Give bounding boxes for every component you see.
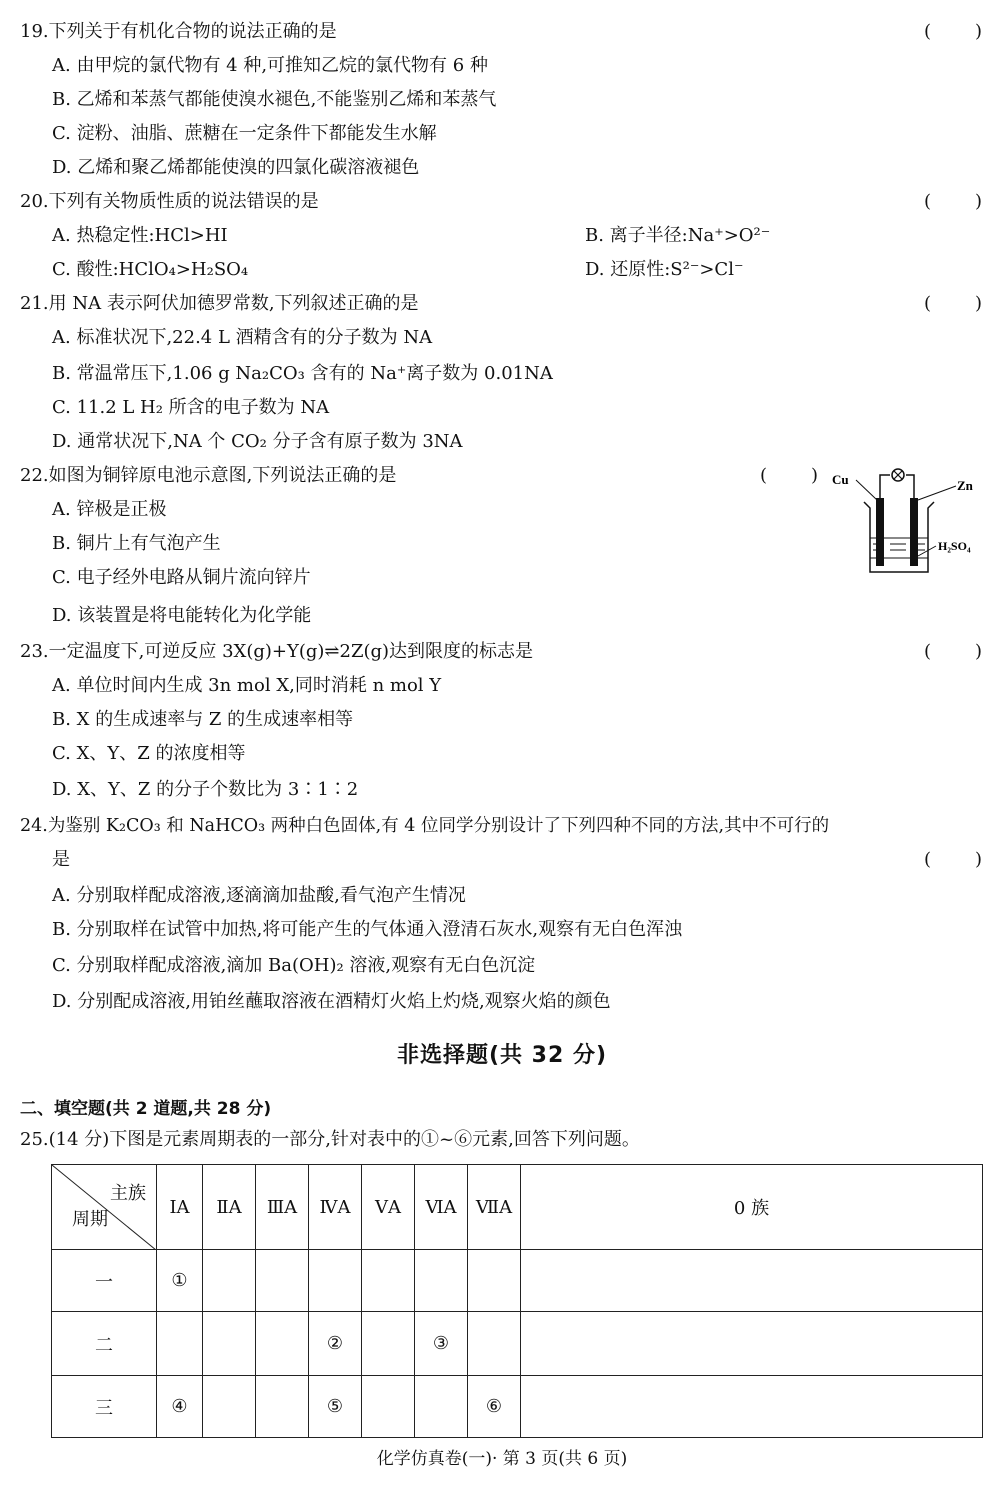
table-cell: ①: [157, 1250, 203, 1312]
table-cell: [362, 1312, 415, 1376]
answer-blank-23[interactable]: ( ): [924, 641, 982, 662]
question-23-stem: 23.一定温度下,可逆反应 3X(g)+Y(g)⇌2Z(g)达到限度的标志是: [20, 641, 534, 662]
table-cell: [203, 1312, 256, 1376]
question-20-stem: 20.下列有关物质性质的说法错误的是: [20, 191, 319, 212]
option-22-c: C. 电子经外电路从铜片流向锌片: [52, 567, 311, 588]
table-cell: [256, 1312, 309, 1376]
answer-blank-19[interactable]: ( ): [924, 21, 982, 42]
table-cell: [468, 1250, 521, 1312]
group-header: ⅠA: [157, 1165, 203, 1250]
group-header: ⅤA: [362, 1165, 415, 1250]
table-cell: ⑤: [309, 1376, 362, 1438]
table-cell: ⑥: [468, 1376, 521, 1438]
option-24-c: C. 分别取样配成溶液,滴加 Ba(OH)₂ 溶液,观察有无白色沉淀: [52, 955, 536, 976]
table-cell: [521, 1312, 983, 1376]
table-cell: [415, 1250, 468, 1312]
option-22-a: A. 锌极是正极: [52, 499, 167, 520]
option-22-b: B. 铜片上有气泡产生: [52, 533, 221, 554]
group-header: ⅣA: [309, 1165, 362, 1250]
option-20-c: C. 酸性:HClO₄>H₂SO₄: [52, 259, 249, 280]
periodic-table: [51, 1164, 983, 1438]
table-cell: [362, 1376, 415, 1438]
table-row: [52, 1312, 983, 1376]
option-23-b: B. X 的生成速率与 Z 的生成速率相等: [52, 709, 354, 730]
option-19-b: B. 乙烯和苯蒸气都能使溴水褪色,不能鉴别乙烯和苯蒸气: [52, 89, 497, 110]
table-cell: [309, 1250, 362, 1312]
answer-blank-24[interactable]: ( ): [924, 849, 982, 870]
option-23-a: A. 单位时间内生成 3n mol X,同时消耗 n mol Y: [52, 675, 442, 696]
zinc-electrode: [910, 498, 918, 566]
group-header: 0 族: [521, 1165, 983, 1250]
table-cell: [415, 1376, 468, 1438]
option-24-b: B. 分别取样在试管中加热,将可能产生的气体通入澄清石灰水,观察有无白色浑浊: [52, 919, 683, 940]
group-header: ⅦA: [468, 1165, 521, 1250]
corner-label-period: 周期: [72, 1209, 108, 1230]
section-header: 二、填空题(共 2 道题,共 28 分): [20, 1099, 272, 1119]
table-cell: ③: [415, 1312, 468, 1376]
table-cell: [521, 1376, 983, 1438]
group-header: ⅥA: [415, 1165, 468, 1250]
group-header: ⅢA: [256, 1165, 309, 1250]
option-20-d: D. 还原性:S²⁻>Cl⁻: [585, 259, 744, 280]
answer-blank-22[interactable]: ( ): [760, 465, 818, 486]
table-cell: ②: [309, 1312, 362, 1376]
option-19-d: D. 乙烯和聚乙烯都能使溴的四氯化碳溶液褪色: [52, 157, 420, 178]
option-23-c: C. X、Y、Z 的浓度相等: [52, 743, 246, 764]
table-cell: [256, 1376, 309, 1438]
galvanic-cell-diagram: [830, 462, 990, 584]
option-19-c: C. 淀粉、油脂、蔗糖在一定条件下都能发生水解: [52, 123, 437, 144]
table-cell: [521, 1250, 983, 1312]
answer-blank-20[interactable]: ( ): [924, 191, 982, 212]
question-24-stem: 24.为鉴别 K₂CO₃ 和 NaHCO₃ 两种白色固体,有 4 位同学分别设计了下列四种不同的方法,其中不可行的: [20, 816, 830, 836]
question-25-stem: 25.(14 分)下图是元素周期表的一部分,针对表中的①~⑥元素,回答下列问题。: [20, 1129, 640, 1150]
table-row: [52, 1250, 983, 1312]
period-label: 三: [52, 1376, 157, 1438]
option-19-a: A. 由甲烷的氯代物有 4 种,可推知乙烷的氯代物有 6 种: [52, 55, 488, 76]
page-footer: 化学仿真卷(一)· 第 3 页(共 6 页): [376, 1449, 628, 1469]
table-cell: [468, 1312, 521, 1376]
table-cell: [362, 1250, 415, 1312]
option-21-b: B. 常温常压下,1.06 g Na₂CO₃ 含有的 Na⁺离子数为 0.01NA: [52, 363, 553, 384]
question-21-stem: 21.用 NA 表示阿伏加德罗常数,下列叙述正确的是: [20, 293, 419, 314]
option-24-a: A. 分别取样配成溶液,逐滴滴加盐酸,看气泡产生情况: [52, 885, 466, 906]
group-header: ⅡA: [203, 1165, 256, 1250]
question-22-stem: 22.如图为铜锌原电池示意图,下列说法正确的是: [20, 465, 397, 486]
table-row: [52, 1376, 983, 1438]
table-cell: [203, 1376, 256, 1438]
option-22-d: D. 该装置是将电能转化为化学能: [52, 605, 312, 626]
table-corner-cell: [52, 1165, 157, 1250]
table-cell: [157, 1312, 203, 1376]
table-cell: ④: [157, 1376, 203, 1438]
table-cell: [256, 1250, 309, 1312]
table-cell: [203, 1250, 256, 1312]
section-title: 非选择题(共 32 分): [396, 1043, 608, 1068]
option-23-d: D. X、Y、Z 的分子个数比为 3∶1∶2: [52, 779, 359, 800]
diagram-label-zn: Zn: [957, 478, 973, 493]
question-19-stem: 19.下列关于有机化合物的说法正确的是: [20, 21, 337, 42]
option-21-d: D. 通常状况下,NA 个 CO₂ 分子含有原子数为 3NA: [52, 431, 463, 452]
copper-electrode: [876, 498, 884, 566]
answer-blank-21[interactable]: ( ): [924, 293, 982, 314]
option-20-b: B. 离子半径:Na⁺>O²⁻: [585, 225, 771, 246]
period-label: 一: [52, 1250, 157, 1312]
question-24-stem-cont: 是: [52, 849, 70, 870]
corner-label-group: 主族: [110, 1183, 146, 1204]
option-20-a: A. 热稳定性:HCl>HI: [52, 225, 228, 246]
diagram-label-acid: H₂SO₄: [938, 539, 971, 553]
option-21-a: A. 标准状况下,22.4 L 酒精含有的分子数为 NA: [52, 327, 433, 348]
period-label: 二: [52, 1312, 157, 1376]
option-24-d: D. 分别配成溶液,用铂丝蘸取溶液在酒精灯火焰上灼烧,观察火焰的颜色: [52, 991, 611, 1012]
diagram-label-cu: Cu: [832, 472, 849, 487]
option-21-c: C. 11.2 L H₂ 所含的电子数为 NA: [52, 397, 330, 418]
